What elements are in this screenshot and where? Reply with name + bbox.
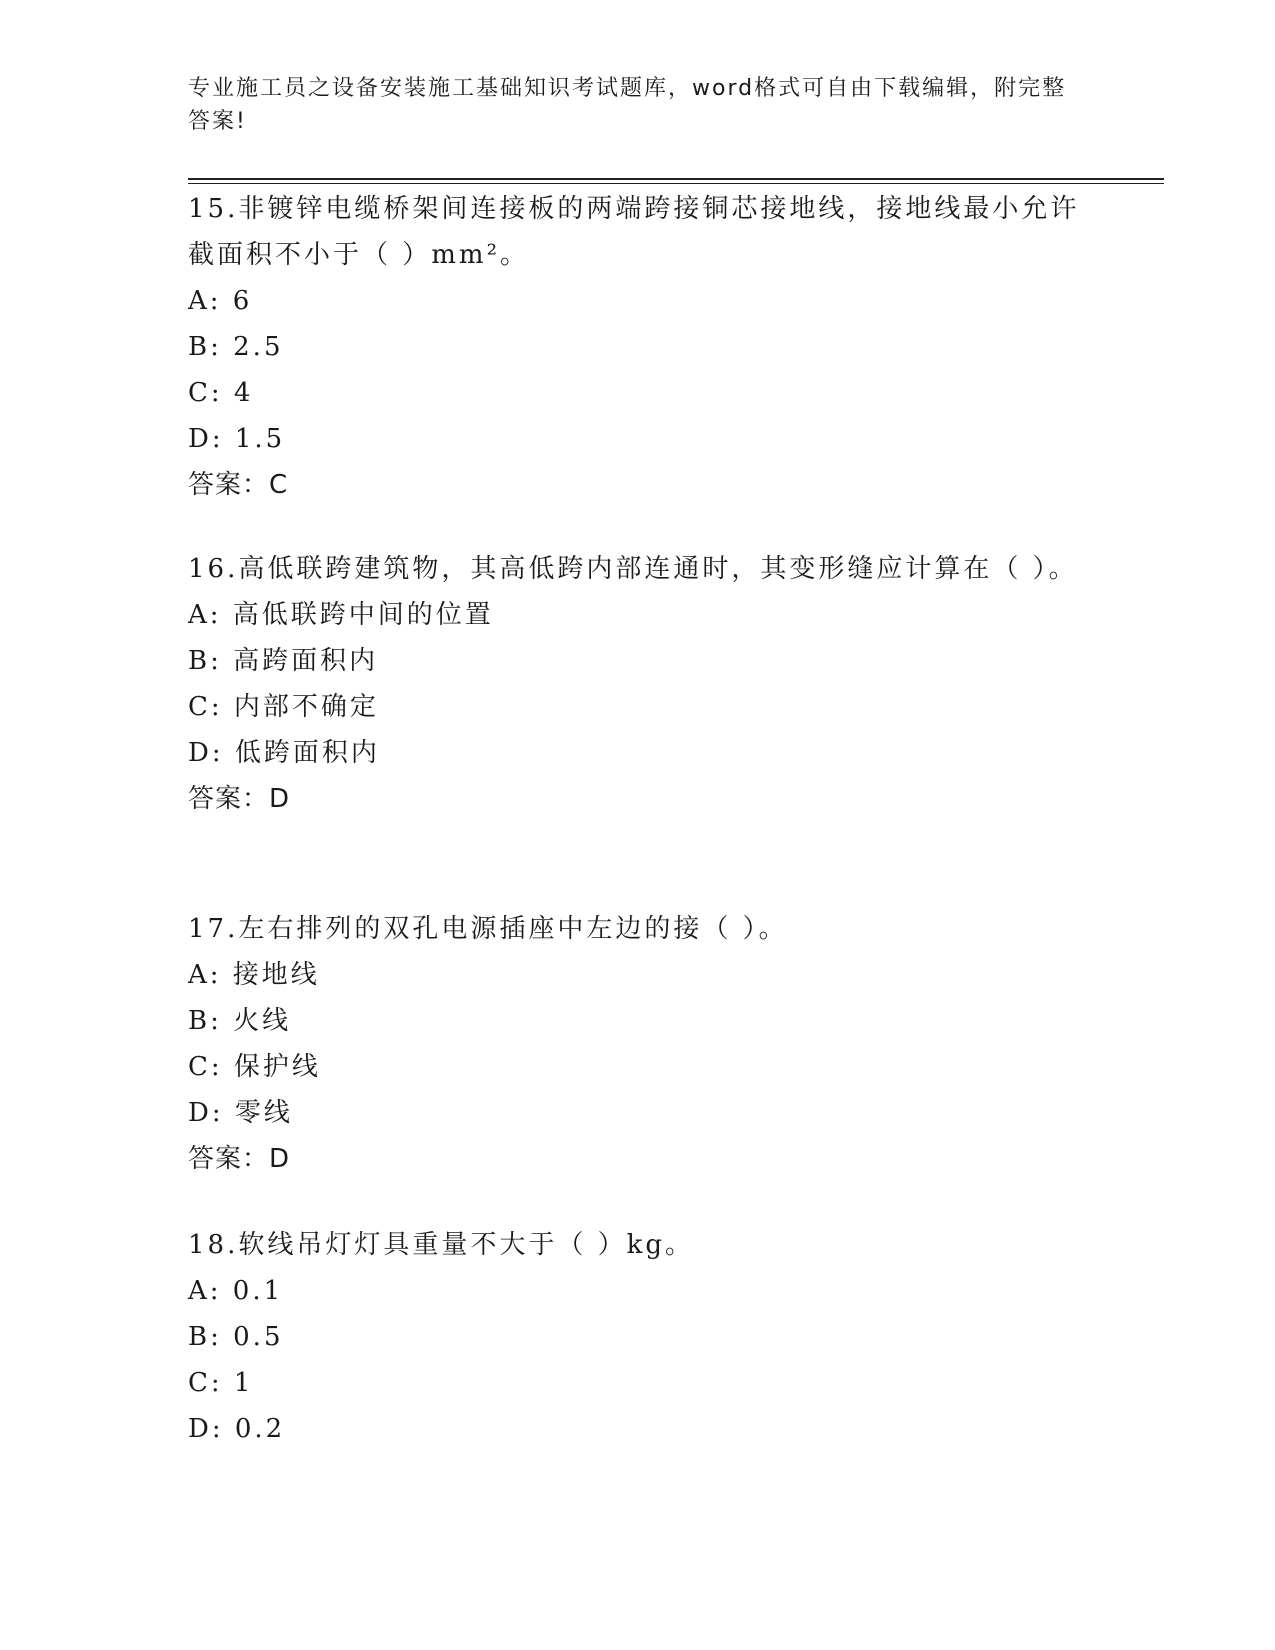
option-c: C: 4 bbox=[188, 378, 254, 408]
option-b: B: 高跨面积内 bbox=[188, 646, 379, 676]
option-d: D: 零线 bbox=[188, 1098, 293, 1128]
header-divider bbox=[188, 178, 1164, 180]
question-stem: 18.软线吊灯灯具重量不大于（ ）kg。 bbox=[188, 1230, 695, 1260]
option-c: C: 1 bbox=[188, 1368, 254, 1398]
question-stem: 16.高低联跨建筑物，其高低跨内部连通时，其变形缝应计算在（ ）。 bbox=[188, 554, 1078, 584]
option-b: B: 2.5 bbox=[188, 332, 284, 362]
option-a: A: 接地线 bbox=[188, 960, 320, 990]
answer: 答案：D bbox=[188, 784, 291, 814]
option-d: D: 1.5 bbox=[188, 424, 286, 454]
question-16 bbox=[188, 546, 1088, 822]
option-a: A: 0.1 bbox=[188, 1276, 284, 1306]
option-b: B: 0.5 bbox=[188, 1322, 284, 1352]
option-d: D: 低跨面积内 bbox=[188, 738, 380, 768]
document-header: 专业施工员之设备安装施工基础知识考试题库，word格式可自由下载编辑，附完整答案! bbox=[188, 76, 1067, 134]
option-a: A: 高低联跨中间的位置 bbox=[188, 600, 494, 630]
answer: 答案：D bbox=[188, 1144, 291, 1174]
option-b: B: 火线 bbox=[188, 1006, 292, 1036]
question-18 bbox=[188, 1222, 1088, 1452]
option-d: D: 0.2 bbox=[188, 1414, 286, 1444]
option-c: C: 内部不确定 bbox=[188, 692, 379, 722]
question-17 bbox=[188, 906, 1088, 1182]
question-stem: 17.左右排列的双孔电源插座中左边的接（ ）。 bbox=[188, 914, 788, 944]
header-divider-thin bbox=[188, 183, 1164, 184]
option-c: C: 保护线 bbox=[188, 1052, 321, 1082]
option-a: A: 6 bbox=[188, 286, 253, 316]
question-15 bbox=[188, 186, 1088, 508]
answer: 答案：C bbox=[188, 470, 289, 500]
question-stem: 15.非镀锌电缆桥架间连接板的两端跨接铜芯接地线，接地线最小允许截面积不小于（ ）mm²。 bbox=[188, 194, 1080, 270]
